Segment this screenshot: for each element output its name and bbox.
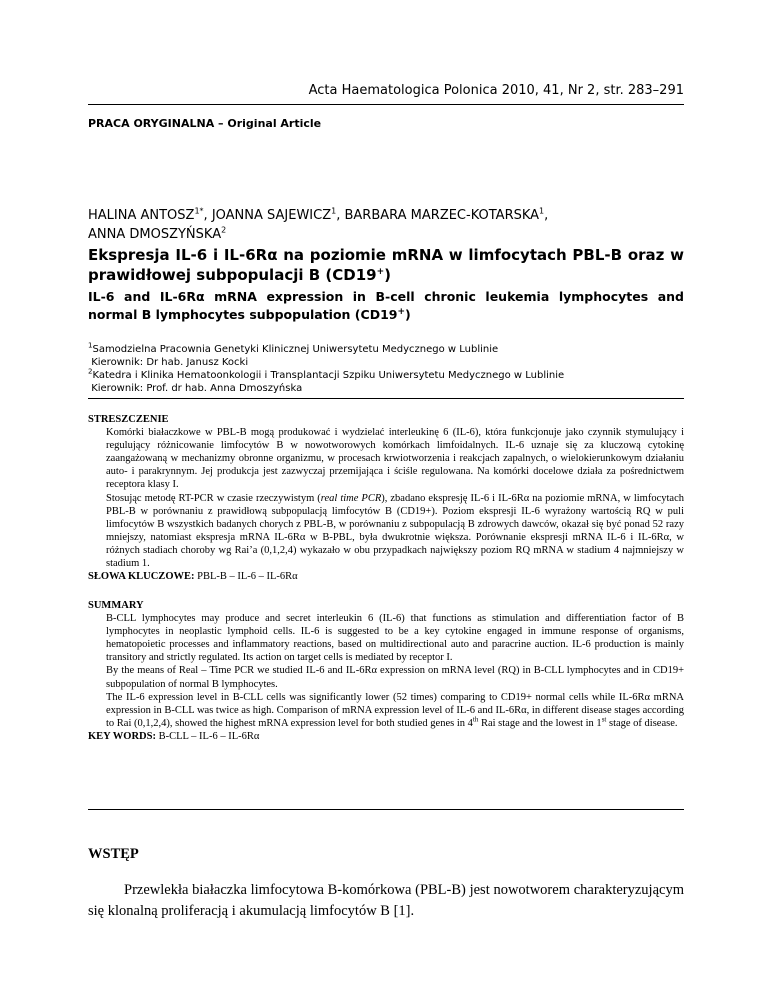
title-english-end: ) bbox=[405, 307, 411, 322]
abstract-heading: SUMMARY bbox=[88, 600, 144, 611]
affiliations bbox=[88, 343, 684, 395]
title-polish bbox=[88, 245, 684, 285]
abstract-text: Rai stage and the lowest in 1 bbox=[478, 717, 602, 729]
author-name: JOANNA SAJEWICZ bbox=[211, 208, 332, 223]
author-name: ANNA DMOSZYŃSKA bbox=[88, 227, 222, 242]
abstract-rule bbox=[88, 809, 684, 810]
affiliation-head-text: Kierownik: Dr hab. Janusz Kocki bbox=[91, 357, 249, 368]
abstract-paragraph: By the means of Real – Time PCR we studied IL-6 and IL-6Rα expression on mRNA level (RQ) in B-CLL lymphocytes and in CD19+ subpopulation of normal B lymphocytes. bbox=[106, 665, 684, 690]
keywords-line bbox=[88, 730, 684, 743]
abstract-polish bbox=[88, 413, 684, 583]
author-affil-marker: 1 bbox=[331, 206, 337, 216]
ordinal-sup: st bbox=[601, 715, 607, 724]
affiliation-text: Katedra i Klinika Hematoonkologii i Transplantacji Szpiku Uniwersytetu Medycznego w Lublinie bbox=[92, 370, 565, 381]
keywords-text: PBL-B – IL-6 – IL-6Rα bbox=[194, 571, 298, 583]
abstract-paragraph bbox=[106, 492, 684, 571]
title-polish-end: ) bbox=[384, 266, 391, 284]
abstract-body bbox=[88, 426, 684, 570]
affiliation-1 bbox=[88, 343, 684, 356]
affiliation-head-text: Kierownik: Prof. dr hab. Anna Dmoszyńska bbox=[91, 383, 303, 394]
affiliation-rule bbox=[88, 398, 684, 399]
title-polish-text: Ekspresja IL-6 i IL-6Rα na poziomie mRNA w limfocytach PBL-B oraz w prawidłowej subpopulacji B (CD19 bbox=[88, 246, 684, 284]
title-polish-sup: + bbox=[376, 267, 385, 277]
affiliation-2 bbox=[88, 369, 684, 382]
abstract-italic-text: real time PCR bbox=[320, 492, 382, 504]
journal-reference: Acta Haematologica Polonica 2010, 41, Nr 2, str. 283–291 bbox=[308, 83, 684, 98]
header-rule bbox=[88, 104, 684, 105]
abstract-heading: STRESZCZENIE bbox=[88, 414, 169, 425]
keywords-label: KEY WORDS: bbox=[88, 730, 156, 742]
affiliation-text: Samodzielna Pracownia Genetyki Klinicznej Uniwersytetu Medycznego w Lublinie bbox=[92, 344, 499, 355]
abstract-text: Stosując metodę RT-PCR w czasie rzeczywistym ( bbox=[106, 492, 321, 504]
author-name: HALINA ANTOSZ bbox=[88, 208, 195, 223]
section-paragraph: Przewlekła białaczka limfocytowa B-komórkowa (PBL-B) jest nowotworem charakteryzującym się klonalną proliferacją i akumulacją limfocytów B [1]. bbox=[88, 882, 684, 919]
abstract-body bbox=[88, 612, 684, 730]
title-english-text: IL-6 and IL-6Rα mRNA expression in B-cell chronic leukemia lymphocytes and normal B lymphocytes subpopulation (CD19 bbox=[88, 289, 684, 322]
affiliation-2-head bbox=[88, 382, 684, 395]
title-english-sup: + bbox=[397, 306, 406, 317]
keywords-text: B-CLL – IL-6 – IL-6Rα bbox=[155, 730, 260, 742]
abstract-text: stage of disease. bbox=[606, 717, 678, 729]
author-list: HALINA $ANTOSZ^{1*}$, JOANNA SAJEWICZ$^1$, BARBARA MARZEC-KOTARSKA$^1$, ANNA DMOSZYŃSKA$^2$ bbox=[88, 206, 549, 242]
section-heading: WSTĘP bbox=[88, 846, 139, 862]
author-affil-marker: 1 bbox=[539, 206, 545, 216]
abstract-paragraph: Komórki białaczkowe w PBL-B mogą produkować i wydzielać interleukinę 6 (IL-6), która funkcjonuje jako czynnik stymulujący i regulujący różnicowanie limfocytów B w nowotworowych komórkach limfoidalnych. IL-6 uznaje się za kluczową cytokinę zaangażowaną w mechanizmy obronne organizmu, w procesach krwiotworzenia i reakcjach zapalnych, o wielokierunkowym działaniu auto- i parakrynnym. Jej produkcja jest zazwyczaj przemijająca i ściśle regulowana. Na komórki docelowe działa za pośrednictwem receptora klasy I. bbox=[106, 427, 684, 491]
affiliation-marker: 1 bbox=[88, 341, 93, 350]
abstract-english bbox=[88, 599, 684, 743]
author-affil-marker: 1* bbox=[194, 206, 204, 216]
title-english bbox=[88, 288, 684, 324]
article-type-label: PRACA ORYGINALNA – Original Article bbox=[88, 117, 322, 130]
abstract-paragraph bbox=[106, 691, 684, 730]
affiliation-marker: 2 bbox=[88, 367, 93, 376]
keywords-label: SŁOWA KLUCZOWE: bbox=[88, 571, 195, 583]
author-name: BARBARA MARZEC-KOTARSKA bbox=[344, 208, 540, 223]
affiliation-1-head bbox=[88, 356, 684, 369]
abstract-paragraph: B-CLL lymphocytes may produce and secret interleukin 6 (IL-6) that functions as stimulation and differentiation factor of B lymphocytes in neoplastic lymphoid cells. IL-6 is suggested to be a key cytokine engaged in immune response of organisms, hematopoietic processes and inflammatory reactions, based on multidirectional auto and paracrine auction. IL-6 production is mainly transitory and strictly regulated. Its action on target cells is mediated by receptor I. bbox=[106, 613, 684, 664]
ordinal-sup: th bbox=[472, 715, 479, 724]
keywords-line bbox=[88, 570, 684, 583]
author-affil-marker: 2 bbox=[221, 225, 227, 235]
abstract-text: The IL-6 expression level in B-CLL cells was significantly lower (52 times) comparing to CD19+ normal cells while IL-6Rα mRNA expression in B-CLL was twice as high. Comparison of mRNA expression level of IL-6 and IL-6Rα, in different disease stages according to Rai (0,1,2,4), showed the highest mRNA expression level for both studied genes in 4 bbox=[106, 691, 684, 729]
abstract-text: ), zbadano ekspresję IL-6 i IL-6Rα na poziomie mRNA, w limfocytach PBL-B w porównaniu z prawidłową subpopulacją limfocytów B (CD19+). Poziom ekspresji IL-6 wyrażony wartością RQ w puli limfocytów B wszystkich badanych chorych z PBL-B, w porównaniu z subpopulacją B zdrowych dawców, okazał się być ponad 52 razy mniejszy, natomiast ekspresja mRNA IL-6Rα w B-PBL, była dwukrotnie większa. Porównanie ekspresji mRNA IL-6 i IL-6Rα, w różnych stadiach choroby wg Rai’a (0,1,2,4) wykazało w obu przypadkach największy poziom RQ mRNA w stadium 4 najmniejszy w stadium 1. bbox=[106, 492, 684, 570]
